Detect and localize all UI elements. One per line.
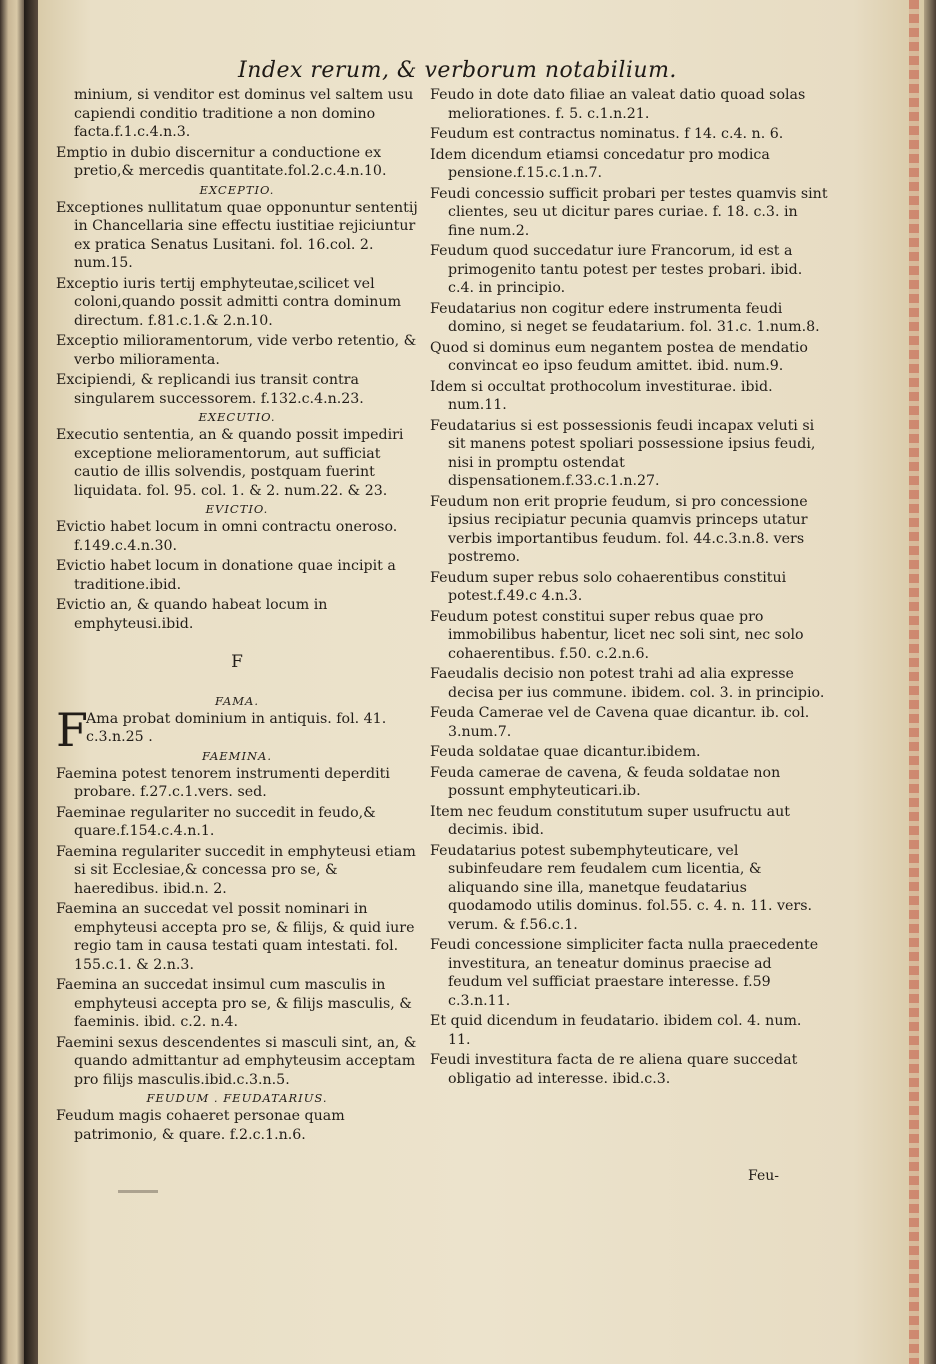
- index-entry: Exceptio milioramentorum, vide verbo retentio, & verbo milioramenta.: [56, 333, 417, 368]
- index-entry: Faemini sexus descendentes si masculi sint, an, & quando admittantur ad emphyteusim acceptam pro filijs masculis.ibid.c.3.n.5.: [56, 1034, 417, 1088]
- left-column: [56, 86, 418, 1146]
- index-entry: Feudi investitura facta de re aliena quare succedat obligatio ad interesse. ibid.c.3.: [430, 1052, 798, 1087]
- index-entry: Excipiendi, & replicandi ius transit contra singularem successorem. f.132.c.4.n.23.: [56, 372, 364, 407]
- index-entry: Feudum super rebus solo cohaerentibus constitui potest.f.49.c 4.n.3.: [430, 569, 787, 604]
- section-heading: FAEMINA.: [201, 748, 273, 763]
- index-entry: Feudo in dote dato filiae an valeat datio quoad solas meliorationes. f. 5. c.1.n.21.: [430, 87, 806, 122]
- index-entry: Feudum est contractus nominatus. f 14. c.4. n. 6.: [430, 126, 784, 142]
- index-entry: Faeudalis decisio non potest trahi ad alia expresse decisa per ius commune. ibidem. col. 3. in principio.: [430, 666, 825, 701]
- index-entry: Feuda soldatae quae dicantur.ibidem.: [430, 744, 701, 760]
- index-entry: Faemina an succedat vel possit nominari in emphyteusi accepta pro se, & filijs, & quid iure regio tam in causa testati quam intestati. fol. 155.c.1. & 2.n.3.: [56, 901, 415, 973]
- index-entry: Quod si dominus eum negantem postea de mendatio convincat eo ipso feudum amittet. ibid. num.9.: [430, 339, 808, 374]
- index-entry: Feudatarius si est possessionis feudi incapax veluti si sit manens potest spoliari possessione ipsius feudi, nisi in promptu ostendat dispensationem.f.33.c.1.n.27.: [430, 417, 816, 489]
- section-heading: EXCEPTIO.: [199, 182, 275, 197]
- page-right-edge: [924, 0, 936, 1364]
- index-entry: Feudatarius potest subemphyteuticare, vel subinfeudare rem feudalem cum licentia, & aliquando sine illa, manetque feudatarius quodamodo utilis dominus. fol.55. c. 4. n. 11. vers. verum. & f.56.c.1.: [430, 842, 812, 933]
- index-entry: Exceptiones nullitatum quae opponuntur sententij in Chancellaria sine effectu iustitiae rejiciuntur ex pratica Senatus Lusitani. fol. 16.col. 2. num.15.: [56, 199, 418, 271]
- index-entry: Et quid dicendum in feudatario. ibidem col. 4. num. 11.: [430, 1013, 802, 1048]
- index-entry-continued: minium, si venditor est dominus vel saltem usu capiendi conditio traditione a non domino facta.f.1.c.4.n.3.: [74, 87, 414, 140]
- page-header: Index rerum, & verborum notabilium.: [238, 58, 677, 83]
- section-heading: EVICTIO.: [205, 502, 269, 516]
- index-entry: Feuda camerae de cavena, & feuda soldatae non possunt emphyteuticari.ib.: [430, 764, 781, 799]
- index-entry: Feudum non erit proprie feudum, si pro concessione ipsius recipiatur pecunia quamvis princeps utatur verbis importantibus feudum. fol. 44.c.3.n.8. vers postremo.: [430, 493, 808, 565]
- index-entry: Faemina regulariter succedit in emphyteusi etiam si sit Ecclesiae,& concessa pro se, & haeredibus. ibid.n. 2.: [56, 843, 416, 897]
- index-entry: Feudi concessione simpliciter facta nulla praecedente investitura, an teneatur dominus praecise ad feudum vel sufficiat praestare interesse. f.59 c.3.n.11.: [430, 937, 819, 1009]
- index-entry: Feudum quod succedatur iure Francorum, id est a primogenito tantu potest per testes probari. ibid. c.4. in principio.: [430, 243, 803, 296]
- right-column: [430, 86, 828, 1090]
- index-entry: Evictio habet locum in omni contractu oneroso. f.149.c.4.n.30.: [56, 519, 398, 554]
- index-entry: Evictio habet locum in donatione quae incipit a traditione.ibid.: [56, 558, 396, 593]
- facing-page-edge: [0, 0, 24, 1364]
- index-entry: Evictio an, & quando habeat locum in emphyteusi.ibid.: [56, 597, 328, 632]
- drop-cap: F: [56, 702, 88, 757]
- index-entry: Faeminae regulariter no succedit in feudo,& quare.f.154.c.4.n.1.: [56, 804, 376, 839]
- index-entry: Faemina potest tenorem instrumenti deperditi probare. f.27.c.1.vers. sed.: [56, 765, 390, 800]
- index-entry: Feudi concessio sufficit probari per testes quamvis sint clientes, seu ut dicitur pares curiae. f. 18. c.3. in fine num.2.: [430, 185, 828, 239]
- index-entry: Exceptio iuris tertij emphyteutae,scilicet vel coloni,quando possit admitti contra dominum directum. f.81.c.1.& 2.n.10.: [56, 275, 402, 329]
- index-entry: Item nec feudum constitutum super usufructu aut decimis. ibid.: [430, 803, 790, 838]
- section-heading: FAMA.: [214, 693, 260, 708]
- index-entry: Idem dicendum etiamsi concedatur pro modica pensione.f.15.c.1.n.7.: [430, 146, 770, 181]
- index-entry: Feudum magis cohaeret personae quam patrimonio, & quare. f.2.c.1.n.6.: [56, 1108, 345, 1143]
- index-entry: Executio sententia, an & quando possit impediri exceptione melioramentorum, aut sufficiat cautio de illis solvendis, postquam fuerint liquidata. fol. 95. col. 1. & 2. num.22. & 23.: [56, 427, 404, 499]
- index-entry: Feudatarius non cogitur edere instrumenta feudi domino, si neget se feudatarium. fol. 31.c. 1.num.8.: [430, 300, 820, 335]
- section-letter: F: [231, 652, 243, 672]
- section-heading: FEUDUM . FEUDATARIUS.: [146, 1091, 328, 1105]
- index-entry: Feuda Camerae vel de Cavena quae dicantur. ib. col. 3.num.7.: [430, 705, 810, 740]
- index-entry: Faemina an succedat insimul cum masculis in emphyteusi accepta pro se, & filijs masculis, & faeminis. ibid. c.2. n.4.: [56, 977, 412, 1030]
- index-entry: Emptio in dubio discernitur a conductione ex pretio,& mercedis quantitate.fol.2.c.4.n.10.: [56, 144, 387, 179]
- ink-mark: [118, 1190, 158, 1193]
- catchword: Feu-: [748, 1168, 779, 1184]
- book-gutter: [24, 0, 38, 1364]
- index-entry: Feudum potest constitui super rebus quae pro immobilibus habentur, licet nec soli sint, nec solo cohaerentibus. f.50. c.2.n.6.: [430, 608, 804, 662]
- entry-text: Ama probat dominium in antiquis. fol. 41. c.3.n.25 .: [86, 710, 387, 745]
- red-margin-rule: [909, 0, 919, 1364]
- index-entry: Idem si occultat prothocolum investiturae. ibid. num.11.: [430, 378, 773, 413]
- section-heading: EXECUTIO.: [198, 410, 276, 424]
- index-page: [38, 0, 924, 1364]
